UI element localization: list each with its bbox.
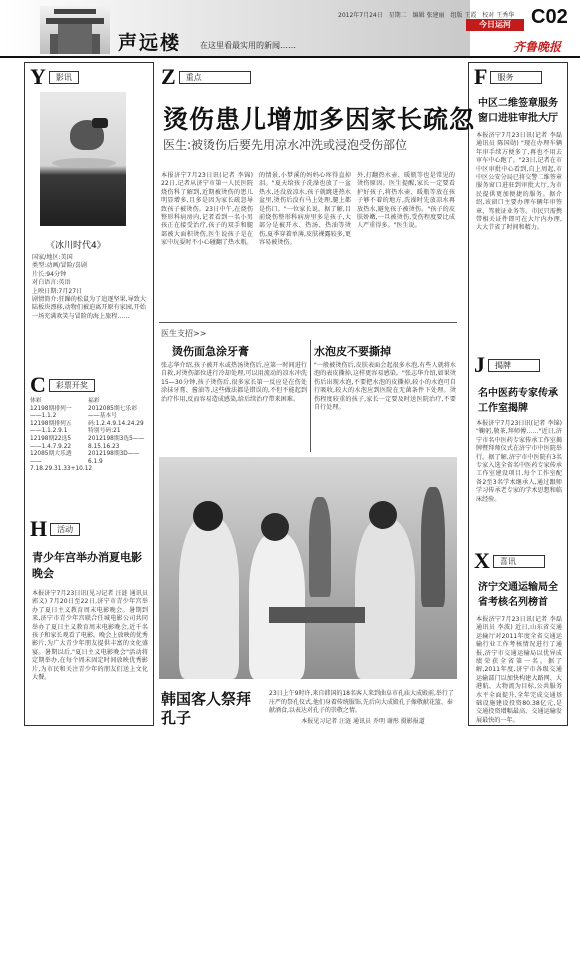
section-slogan: 在这里看最实用的新闻……: [200, 41, 296, 50]
tip1-headline: 烫伤面急涂牙膏: [172, 345, 249, 358]
issue-weekday: 星期二: [388, 12, 407, 19]
event-body: 本报济宁7月23日讯(见习记者 汪涟 通讯员 郭义) 7月20日至22日,济宁市青少年宫举办了夏日主义教育周末电影晚会。暑期到来,济宁市青少年宫联合任城电影公司共同举办了夏日主义教育周末电影晚会,近千名孩子和家长观看了电影。晚会上放映的优秀影片,为广大青少年朋友提供丰富的文化盛宴。暑期以后,"夏日主义电影晚会"活动将定期举办,在每个周末固定时间放映优秀影片,为市民和关注青少年的朋友们送上文化大餐。: [32, 590, 148, 682]
lead-body-col2: 的情景,小梦溪的妈妈心疼得直掉泪。"夏天给孩子洗澡也放了一盆热水,还没放凉水,孩子就跳进热水盆里,烫伤后没有马上处理,腿上都是伤口。"一位家长说。据了解,目前烧伤整形科病房里多是孩子,大部分是被开水、热汤、热油等烫伤,夏季穿着单薄,皮肤裸露较多,更容易被烫伤。: [259, 172, 351, 247]
event-headline: 青少年宫举办消夏电影晚会: [32, 551, 142, 580]
section-letter: Y: [30, 64, 46, 89]
section-letter: J: [474, 352, 485, 377]
photo-headline-text: 韩国客人祭拜孔子: [161, 690, 252, 727]
section-letter: Z: [161, 64, 176, 89]
expert-headline: 名中医药专家传承工作室揭牌: [478, 388, 558, 414]
transit-headline: 济宁交通运输局全省考核名列榜首: [478, 582, 558, 608]
section-label: 重点: [179, 71, 251, 84]
newspaper-logo: 齐鲁晚报: [513, 40, 562, 54]
ceremony-table: [269, 607, 365, 623]
section-header-f: [474, 66, 542, 88]
lead-body-col3: 外,打翻热水壶、暖瓶等也是常见的烫伤原因。医生提醒,家长一定要看护好孩子,将热水壶、暖瓶等放在孩子够不着的地方,洗澡时先放凉水再放热水,避免孩子被烫伤。"孩子的皮肤娇嫩,一旦被烫伤,受伤程度要比成人严重得多。"医生说。: [357, 172, 455, 230]
expert-body: 本报济宁7月23日讯(记者 李锦) "鞠躬,敬茶,拜师傅……"近日,济宁市名中医药专家传承工作室揭牌暨拜师仪式在济宁市中医院举行。据了解,济宁市中医院有3名专家入选全省名中医药专家传承工作室建设项目,每个工作室配备2至3名学术继承人,通过跟师学习传承老专家的学术思想和临床经验。: [476, 420, 562, 503]
section-name: 声远楼: [118, 32, 182, 54]
tip1-body: 张志华介绍,孩子被开水或热汤烫伤后,应第一时间进行自救,对烫伤部位进行冷却处理,可以用流动的凉水冲洗15—30分钟,孩子烫伤后,很多家长第一反应是在伤处涂抹牙膏、酱油等,这些做法都是错误的,不但不能起到治疗作用,反而容易造成感染,给后续治疗带来困难。: [161, 362, 307, 403]
divider: [310, 340, 311, 452]
tip2-headline: 水泡皮不要撕掉: [314, 345, 391, 358]
section-header-c: [30, 374, 95, 396]
section-letter: X: [474, 548, 490, 573]
masthead: [0, 0, 580, 58]
section-label: 影讯: [49, 71, 79, 84]
bell-tower-image: [40, 6, 110, 54]
masthead-rule: [0, 56, 580, 58]
section-header-z: [161, 66, 251, 88]
section-header-h: [30, 518, 80, 540]
ceremony-photo: [159, 457, 457, 679]
divider: [159, 322, 457, 323]
page-tag: 今日运河: [466, 19, 524, 31]
section-header-x: [474, 550, 545, 572]
transit-body: 本报济宁7月23日讯(记者 李磊 通讯员 李波) 近日,山东省交通运输厅对2011年度全省交通运输行业工作考核情况进行了通报,济宁市交通运输局以优异成绩荣获全省第一名。据了解,2011年度,济宁市各级交通运输部门以加快构建大路网、大港航、大物流为目标,公共服务水平全面提升,全年完成交通基础设施建设投资80.38亿元,是交通投资增幅最高、交通运输发展最快的一年。: [476, 616, 562, 724]
service-body: 本报济宁7月23日讯(记者 李磊 通讯员 陈国勋) "现在办理车辆年审手续方便多了,再也不用去审车中心跑了。"23日,记者在市中区审批中心看到,自上周起,市中区公安分局已将交警二维签章服务窗口进驻到审批大厅,为市民提供更加便捷的服务。据介绍,该窗口主要办理车辆年审签章、驾驶证业务等。市民只需携带相关证件即可在大厅内办理,大大节省了时间和精力。: [476, 132, 562, 232]
support-label: 医生支招>>: [161, 329, 207, 338]
section-label: 彩票开奖: [49, 379, 95, 392]
lead-body-col1: 本报济宁7月23日讯(记者 李锦) 22日,记者从济宁市第一人民医院烧伤科了解到,近期被烫伤的患儿明显增多,且多是因为家长疏忽导致孩子被烫伤。23日中午,在烧伤整形科病房内,记者看到一名小男孩正在接受治疗,孩子的双手和腿部被大面积烫伤,医生说孩子是在家中玩耍时不小心碰翻了热水瓶。: [161, 172, 253, 247]
issue-designer: 组版 王霞: [450, 12, 477, 19]
film-details: 国家/地区:美国 类型:动画/冒险/喜剧 片长:94分钟 对白语言:英语 上映日期:7月27日 剧情简介:狂躁的松鼠为了追逐坚果,导致大陆板块漂移,动物们被迫离开原有家园,开始一场充满欢笑与冒险的海上旅程……: [32, 254, 146, 320]
service-headline: 中区二维签章服务窗口进驻审批大厅: [478, 98, 558, 124]
issue-proofreader: 校对 王秀华: [482, 12, 515, 19]
film-title: 《冰川时代4》: [46, 241, 106, 251]
section-header-y: [30, 66, 79, 88]
lead-headline: 烫伤患儿增加多因家长疏忽: [163, 105, 476, 134]
photo-headline: [161, 690, 251, 728]
photo-caption: [269, 690, 457, 726]
issue-editor: 编辑 张建丽: [412, 12, 445, 19]
section-letter: F: [474, 64, 488, 89]
section-label: 活动: [50, 523, 80, 536]
section-letter: C: [30, 372, 46, 397]
section-label: 喜讯: [493, 555, 545, 568]
issue-date: 2012年7月24日: [338, 12, 383, 19]
tip2-body: "一般被烫伤后,皮肤表面会起很多水泡,有些人就将水泡的表皮撕掉,这样更容易感染。"张志华介绍,如果烫伤后出现水泡,不要把水泡的皮撕掉,较小的水泡可自行吸收,较大的水泡应到医院在无菌条件下处理。烫伤程度较重的孩子,家长一定要及时送医院治疗,不要自行处理。: [314, 362, 456, 412]
section-label: 揭牌: [488, 359, 540, 372]
section-letter: H: [30, 516, 48, 541]
section-label: 服务: [490, 71, 542, 84]
movie-poster-image: [40, 92, 126, 226]
sports-lottery: 体彩 12198期排列一——1.1.2 12198期排列五——1.1.2.9.1 12198期22选5——1.4.7.9.22 12085期大乐透——7.18.29.31.33+10.12: [30, 398, 93, 473]
section-header-j: [474, 354, 540, 376]
photo-credit: 本报见习记者 汪涟 通讯员 乔明 谢彤 摄影报道: [301, 717, 425, 725]
lead-subheadline: 医生:被烫伤后要先用凉水冲洗或浸泡受伤部位: [163, 138, 408, 152]
page-number: C02: [531, 6, 568, 28]
welfare-lottery: 福彩 2012085期七乐彩——基本号码:1.2.4.9.14.24.29特别号码:21 2012198期3选5——8.15.16.23 2012198期3D——6.1.9: [88, 398, 145, 465]
lottery-results: [30, 398, 150, 474]
issue-info: [338, 10, 518, 19]
photo-caption-text: 23日上午9时许,来自韩国的18名客人来到曲阜市孔庙大成殿前,举行了庄严的祭孔仪式,他们身着传统服饰,先后向大成殿孔子像敬献花篮、奉献酒食,以表达对孔子的崇敬之情。: [269, 690, 454, 715]
